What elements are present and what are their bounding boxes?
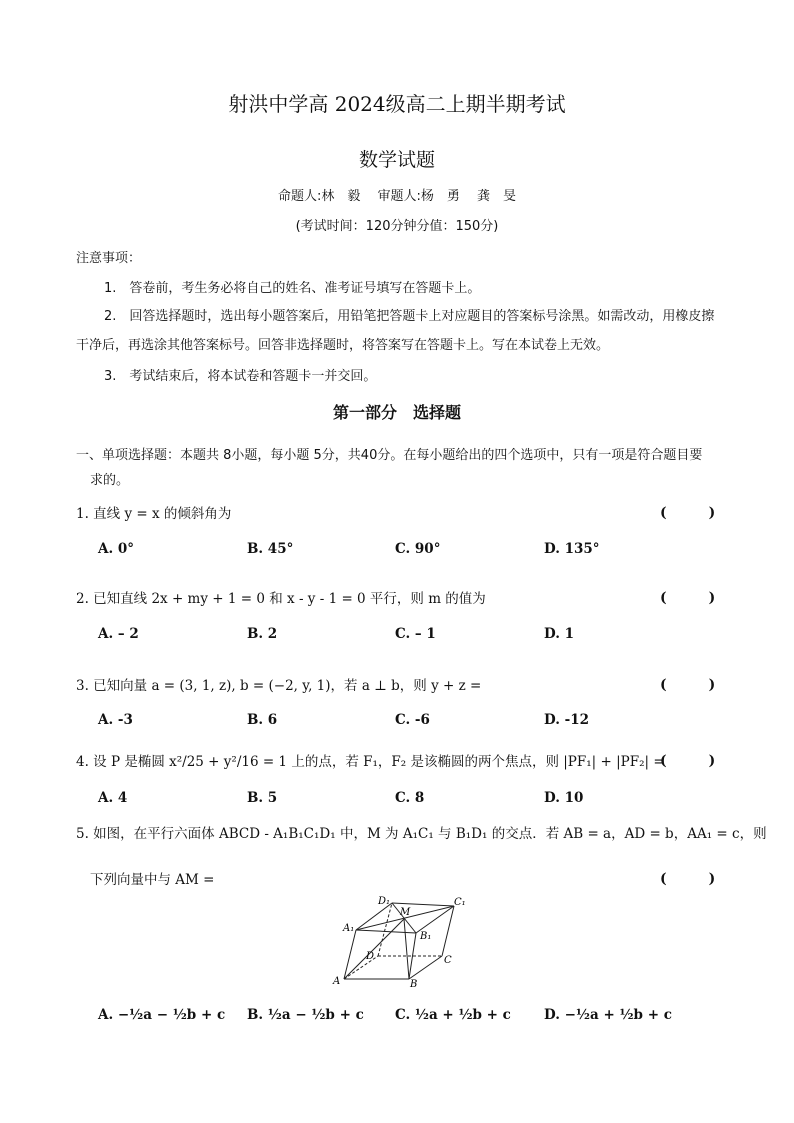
- notice-item-2-cont: 干净后，再选涂其他答案标号。回答非选择题时，将答案写在答题卡上。写在本试卷上无效。: [76, 338, 610, 353]
- q1-answer-paren: ( ): [660, 505, 716, 521]
- edge-DD1: [378, 903, 392, 956]
- q3-option-c: C. -6: [395, 712, 430, 728]
- q4-answer-paren: ( ): [660, 753, 716, 769]
- exam-authors: 命题人:林 毅 审题人:杨 勇 龚 旻: [277, 189, 517, 204]
- q1-option-b: B. 45°: [247, 541, 294, 557]
- segment-BM: [404, 919, 409, 979]
- edge-D1C1: [392, 903, 454, 906]
- q5-option-c: C. ½a + ½b + c: [395, 1007, 511, 1023]
- notice-heading: 注意事项：: [76, 251, 142, 266]
- q5-option-a: A. −½a − ½b + c: [98, 1007, 226, 1023]
- label-C1: C₁: [454, 897, 466, 908]
- q1-option-c: C. 90°: [395, 541, 441, 557]
- label-M: M: [400, 907, 411, 918]
- q5-option-d: D. −½a + ½b + c: [544, 1007, 672, 1023]
- q4-option-b: B. 5: [247, 790, 278, 806]
- label-D1: D₁: [378, 896, 391, 907]
- label-D: D: [366, 951, 375, 962]
- parallelepiped-figure: [330, 893, 470, 988]
- q4-option-c: C. 8: [395, 790, 425, 806]
- notice-item-1: 1. 答卷前，考生务必将自己的姓名、准考证号填写在答题卡上。: [104, 281, 481, 296]
- q3-option-d: D. -12: [544, 712, 590, 728]
- q4-stem: 4. 设 P 是椭圆 x²/25 + y²/16 = 1 上的点，若 F₁，F₂ 是该椭圆的两个焦点，则 |PF₁| + |PF₂| =: [76, 754, 665, 770]
- label-B1: B₁: [420, 931, 432, 942]
- notice-item-2: 2. 回答选择题时，选出每小题答案后，用铅笔把答题卡上对应题目的答案标号涂黑。如需改动，用橡皮擦: [104, 309, 715, 324]
- q1-option-a: A. 0°: [98, 541, 135, 557]
- section-intro: 一、单项选择题：本题共 8小题，每小题 5分，共40分。在每小题给出的四个选项中，只有一项是符合题目要: [76, 448, 703, 463]
- q5-option-b: B. ½a − ½b + c: [247, 1007, 364, 1023]
- q3-option-b: B. 6: [247, 712, 278, 728]
- exam-subtitle: 数学试题: [358, 149, 435, 171]
- q2-option-a: A. – 2: [98, 626, 139, 642]
- q2-option-b: B. 2: [247, 626, 278, 642]
- label-B: B: [410, 979, 418, 988]
- q3-option-a: A. -3: [98, 712, 133, 728]
- q5-answer-paren: ( ): [660, 871, 716, 887]
- q2-answer-paren: ( ): [660, 590, 716, 606]
- q2-stem: 2. 已知直线 2x + my + 1 = 0 和 x - y - 1 = 0 平行，则 m 的值为: [76, 591, 486, 607]
- q2-option-c: C. – 1: [395, 626, 436, 642]
- label-A1: A₁: [343, 923, 355, 934]
- exam-time-info: (考试时间：120分钟分值：150分): [295, 219, 499, 234]
- q2-option-d: D. 1: [544, 626, 575, 642]
- q1-option-d: D. 135°: [544, 541, 600, 557]
- q5-stem: 5. 如图，在平行六面体 ABCD - A₁B₁C₁D₁ 中，M 为 A₁C₁ 与 B₁D₁ 的交点．若 AB = a，AD = b，AA₁ = c，则: [76, 826, 767, 842]
- q4-option-d: D. 10: [544, 790, 584, 806]
- q4-option-a: A. 4: [98, 790, 128, 806]
- notice-item-3: 3. 考试结束后，将本试卷和答题卡一并交回。: [104, 369, 377, 384]
- edge-A1B1: [356, 930, 416, 933]
- q3-stem: 3. 已知向量 a = (3, 1, z), b = (−2, y, 1)，若 a ⊥ b，则 y + z =: [76, 678, 482, 694]
- q5-stem-cont: 下列向量中与 AM =: [90, 872, 215, 888]
- exam-title: 射洪中学高 2024级高二上期半期考试: [228, 92, 566, 116]
- edge-BC: [409, 956, 442, 979]
- label-A: A: [333, 976, 341, 987]
- q1-stem: 1. 直线 y = x 的倾斜角为: [76, 506, 232, 522]
- section-title: 第一部分 选择题: [332, 403, 461, 422]
- section-intro-cont: 求的。: [90, 473, 130, 488]
- label-C: C: [444, 955, 452, 966]
- q3-answer-paren: ( ): [660, 677, 716, 693]
